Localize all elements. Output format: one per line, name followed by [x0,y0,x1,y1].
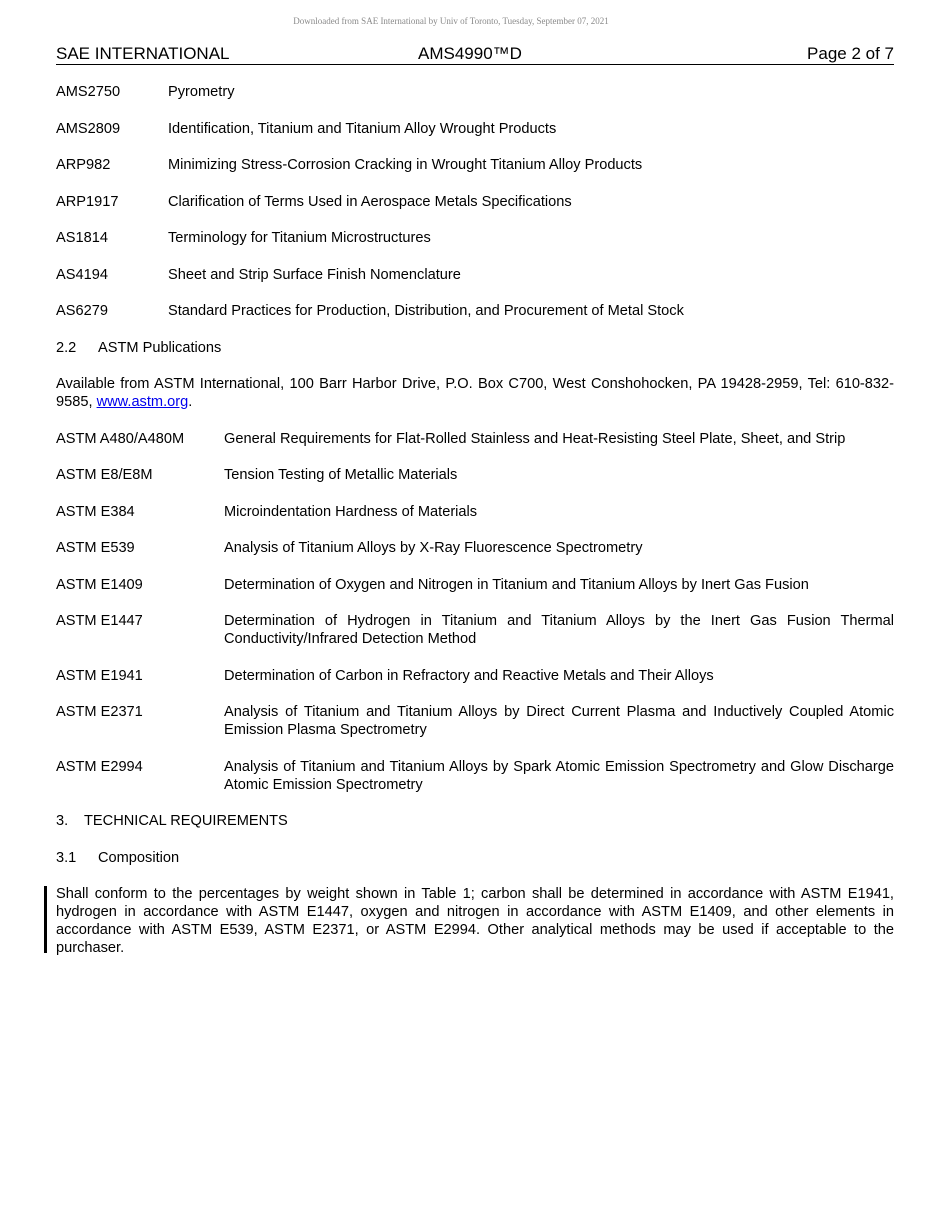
revision-change-bar [44,886,47,953]
reference-row [56,193,894,211]
reference-title: Analysis of Titanium and Titanium Alloys by Direct Current Plasma and Inductively Coupled Atomic Emission Plasma Spectrometry [224,704,894,738]
reference-row [56,430,894,448]
reference-row [56,156,894,174]
reference-code: AMS2750 [56,84,121,100]
header-document-number: AMS4990™D [418,44,522,63]
document-body [56,83,894,976]
reference-code: ASTM E2994 [56,758,143,775]
reference-code: ASTM E1941 [56,667,143,684]
section-number: 2.2 [56,339,77,356]
header-organization: SAE INTERNATIONAL [56,44,230,63]
reference-row [56,266,894,284]
reference-row [56,83,894,101]
section-heading-2-2 [56,339,894,357]
reference-row [56,302,894,320]
reference-row [56,703,894,739]
sae-reference-list [56,83,894,320]
section-number: 3. [56,813,69,829]
reference-title: Clarification of Terms Used in Aerospace Metals Specifications [168,193,572,210]
section-title: ASTM Publications [98,339,222,356]
reference-row [56,120,894,138]
reference-code: ASTM E2371 [56,704,143,720]
section-heading-3 [56,812,894,830]
reference-row [56,229,894,247]
section-number: 3.1 [56,849,77,866]
reference-title: Analysis of Titanium and Titanium Alloys by Spark Atomic Emission Spectrometry and Glow Discharge Atomic Emission Spectrometry [224,758,894,793]
reference-title: Pyrometry [168,84,235,100]
astm-availability-paragraph [56,375,894,411]
reference-code: AS6279 [56,303,108,319]
reference-code: ASTM A480/A480M [56,430,185,447]
reference-title: Tension Testing of Metallic Materials [224,467,458,483]
reference-row [56,667,894,685]
reference-title: General Requirements for Flat-Rolled Stainless and Heat-Resisting Steel Plate, Sheet, and Strip [224,430,846,447]
section-title: TECHNICAL REQUIREMENTS [84,813,288,829]
reference-code: AMS2809 [56,120,121,137]
reference-title: Determination of Hydrogen in Titanium and Titanium Alloys by the Inert Gas Fusion Thermal Conductivity/Infrared Detection Method [224,613,894,647]
download-watermark: Downloaded from SAE International by Univ of Toronto, Tuesday, September 07, 2021 [293,16,609,26]
reference-row [56,612,894,648]
reference-code: ASTM E1409 [56,576,143,593]
composition-paragraph: Shall conform to the percentages by weight shown in Table 1; carbon shall be determined in accordance with ASTM E1941, hydrogen in accordance with ASTM E1447, oxygen and nitrogen in accordance with ASTM E1409, and other elements in accordance with ASTM E539, ASTM E2371, or ASTM E2994. Other analytical methods may be used if acceptable to the purchaser. [56,886,894,956]
section-heading-3-1 [56,849,894,867]
reference-title: Microindentation Hardness of Materials [224,503,478,520]
reference-code: ASTM E384 [56,503,135,520]
reference-code: ASTM E539 [56,540,135,556]
reference-code: ASTM E1447 [56,613,143,629]
reference-title: Standard Practices for Production, Distribution, and Procurement of Metal Stock [168,303,684,319]
header-page-number: Page 2 of 7 [807,44,894,63]
reference-row [56,466,894,484]
astm-reference-list [56,430,894,794]
reference-code: ARP982 [56,157,111,173]
reference-title: Identification, Titanium and Titanium Alloy Wrought Products [168,120,557,137]
availability-period: . [188,394,193,410]
reference-title: Terminology for Titanium Microstructures [168,230,431,246]
reference-row [56,539,894,557]
reference-code: ASTM E8/E8M [56,467,153,483]
reference-code: AS1814 [56,230,108,246]
reference-code: ARP1917 [56,193,119,210]
reference-title: Minimizing Stress-Corrosion Cracking in Wrought Titanium Alloy Products [168,157,643,173]
availability-text: Available from ASTM International, 100 Barr Harbor Drive, P.O. Box C700, West Conshohocken, PA 19428-2959, Tel: 610-832-9585, [56,376,894,410]
reference-title: Analysis of Titanium Alloys by X-Ray Fluorescence Spectrometry [224,540,643,556]
reference-code: AS4194 [56,266,108,283]
reference-title: Determination of Oxygen and Nitrogen in Titanium and Titanium Alloys by Inert Gas Fusion [224,576,809,593]
reference-row [56,503,894,521]
page-header [56,44,894,65]
reference-title: Determination of Carbon in Refractory and Reactive Metals and Their Alloys [224,667,714,684]
reference-row [56,576,894,594]
astm-website-link[interactable]: www.astm.org [96,394,189,410]
reference-row [56,758,894,794]
reference-title: Sheet and Strip Surface Finish Nomenclature [168,266,461,283]
section-title: Composition [98,849,180,866]
